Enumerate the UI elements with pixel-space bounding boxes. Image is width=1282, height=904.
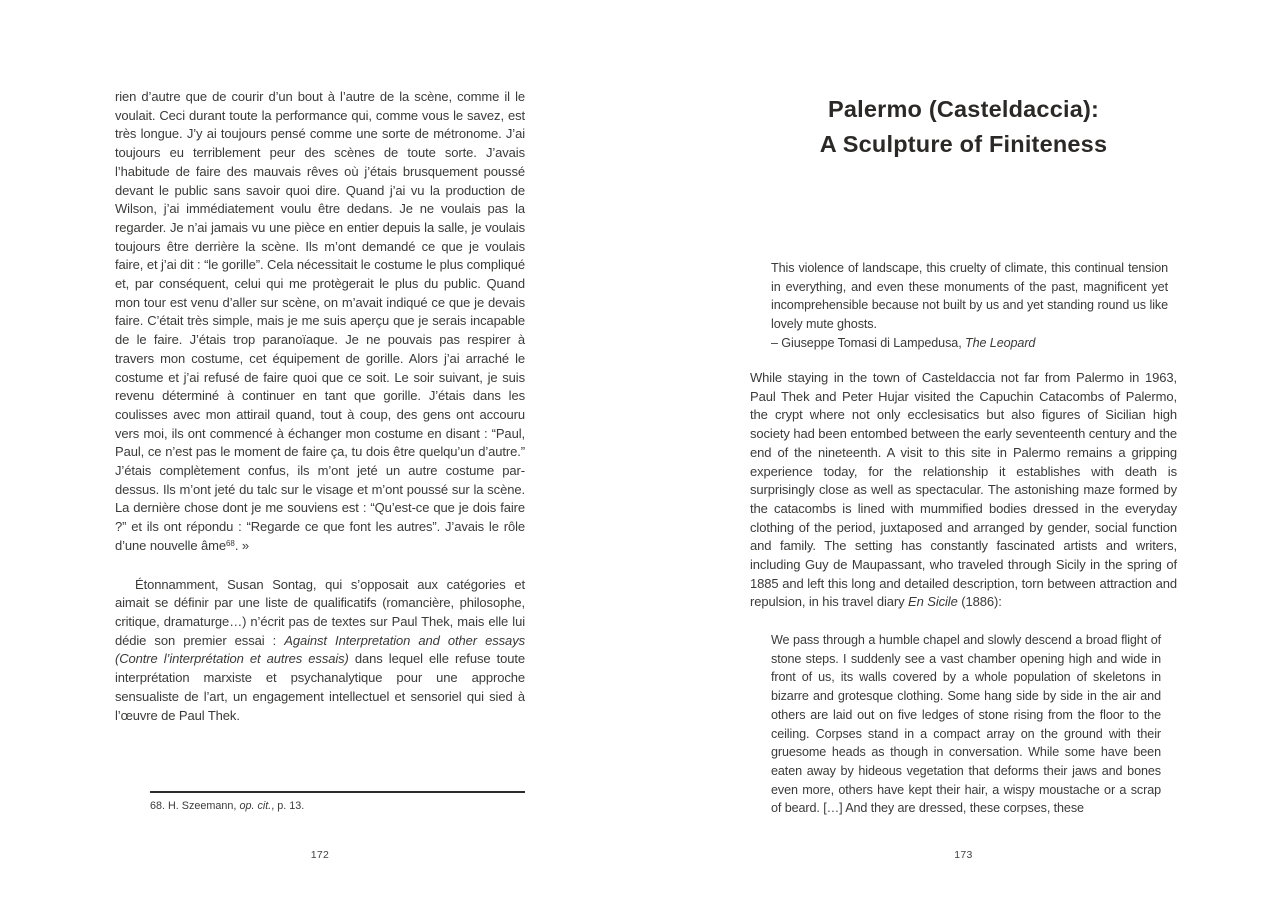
text-segment: This violence of landscape, this cruelty of climate, this continual tension in everything, and even these monuments of the past, magnificent yet incomprehensible because not built by us and yet standing round us like lovely mute ghosts. <box>771 261 1168 332</box>
epigraph-text <box>771 259 1168 334</box>
text-segment: op. cit. <box>239 800 272 812</box>
text-segment: , p. 13. <box>271 800 305 812</box>
french-quote-paragraph <box>115 88 525 558</box>
chapter-title-line1: Palermo (Casteldaccia): <box>827 96 1100 122</box>
text-segment: En Sicile <box>908 594 958 610</box>
footnote-68 <box>150 799 525 813</box>
chapter-body-paragraph <box>750 369 1177 612</box>
footnote-rule <box>150 791 525 793</box>
epigraph-block <box>771 259 1168 353</box>
text-segment: Against Interpretation and other essays <box>284 632 525 648</box>
text-segment: (1886): <box>957 594 1002 610</box>
text-segment: We pass through a humble chapel and slowly descend a broad flight of stone steps. I suddenly see a vast chamber opening high and wide in front of us, its walls covered by a whole population of skeletons in bizarre and grotesque clothing. Some hang side by side in the air and others are laid out on five ledges of stone rising from the floor to the ceiling. Corpses stand in a compact array on the ground with their gruesome heads as though in conversation. While some have been eaten away by hideous vegetation that deforms their jaws and bones even more, others have kept their hair, a wispy moustache or a scrap of beard. […] And they are dressed, these corpses, these <box>771 633 1161 816</box>
text-segment: . » <box>234 537 250 553</box>
text-segment: dans lequel elle refuse toute interprétation marxiste et psychanalytique pour une approche sensualiste de l’art, un engagement intellectuel et sensoriel qui sied à l’œuvre de Paul Thek. <box>115 651 526 723</box>
chapter-title <box>750 92 1177 162</box>
text-segment: rien d’autre que de courir d’un bout à l’autre de la scène, comme il le voulait. Ceci durant toute la performance qui, comme vous le savez, est très longue. J’y ai toujours pensé comme une sorte de métronome. J’ai toujours eu terriblement peur des scènes de toute sorte. J’avais l’habitude de faire des mauvais rêves où j’étais brusquement poussé devant le public sans savoir quoi dire. Quand j’ai vu la production de Wilson, j’ai immédiatement voulu être dedans. Je ne voulais pas la regarder. Je n’ai jamais vu une pièce en entier depuis la salle, je voulais toujours être derrière la scène. Ils m’ont demandé ce que je voulais faire, et j’ai dit : “le gorille”. Cela nécessitait le costume le plus compliqué et, par conséquent, celui qui me protègerait le plus du public. Quand mon tour est venu d’aller sur scène, on m’avait indiqué ce que je devais faire. C’était très simple, mais je me suis aperçu que je serais incapable de le faire. J’étais trop paranoïaque. Je ne pouvais pas respirer à travers mon costume, cet équipement de gorille. Alors j’ai arraché le costume et j’ai refusé de faire quoi que ce soit. Le soir suivant, je suis revenu déterminé à continuer en tant que gorille. J’étais dans les coulisses avec mon attirail quand, tout à coup, des gens ont accouru vers moi, ils ont commencé à échanger mon costume en disant : “Paul, Paul, ce n’est pas le moment de faire ça, tu dois être quelqu’un d’autre.” J’étais complètement confus, ils m’ont jeté un autre costume par-dessus. Ils m’ont jeté du talc sur le visage et m’ont poussé sur la scène. La dernière chose dont je me souviens est : “Qu’est-ce que je dois faire ?” et ils ont répondu : “Regarde ce que font les autres”. J’avais le rôle d’une nouvelle âme <box>115 89 525 553</box>
epigraph-attribution <box>771 334 1168 353</box>
text-segment: The Leopard <box>965 335 1036 350</box>
page-number-right: 173 <box>954 849 973 861</box>
right-page <box>641 0 1282 904</box>
maupassant-block-quote <box>771 631 1161 818</box>
text-segment: While staying in the town of Casteldaccia not far from Palermo in 1963, Paul Thek and Peter Hujar visited the Capuchin Catacombs of Palermo, the crypt where not only ecclesisatics but also figures of Sicilian high society had been entombed between the early seventeenth century and the end of the nineteenth. A visit to this site in Palermo remains a gripping experience today, for the relationship it establishes with death is surprisingly close as well as spectacular. The astonishing maze formed by the catacombs is lined with mummified bodies dressed in the everyday clothing of the period, juxtaposed and arranged by gender, social function and family. The setting has constantly fascinated artists and writers, including Guy de Maupassant, who traveled through Sicily in the spring of 1885 and left this long and detailed description, torn between attraction and repulsion, in his travel diary <box>750 370 1177 610</box>
page-number-left: 172 <box>310 849 330 861</box>
sontag-paragraph <box>115 576 525 726</box>
text-segment: – Giuseppe Tomasi di Lampedusa, <box>771 335 965 350</box>
chapter-title-line2: A Sculpture of Finiteness <box>819 131 1108 157</box>
left-page-text-column <box>115 88 525 725</box>
text-segment: Étonnamment, Susan Sontag, qui s’opposait aux catégories et aimait se définir par une liste de qualificatifs (romancière, philosophe, critique, dramaturge…) n’écrit pas de textes sur Paul Thek, mais elle lui dédie son premier essai : <box>115 576 525 648</box>
text-segment: 68 <box>225 538 235 548</box>
text-segment: (Contre l’interprétation et autres essais) <box>115 651 349 667</box>
text-segment: 68. H. Szeemann, <box>150 800 240 812</box>
